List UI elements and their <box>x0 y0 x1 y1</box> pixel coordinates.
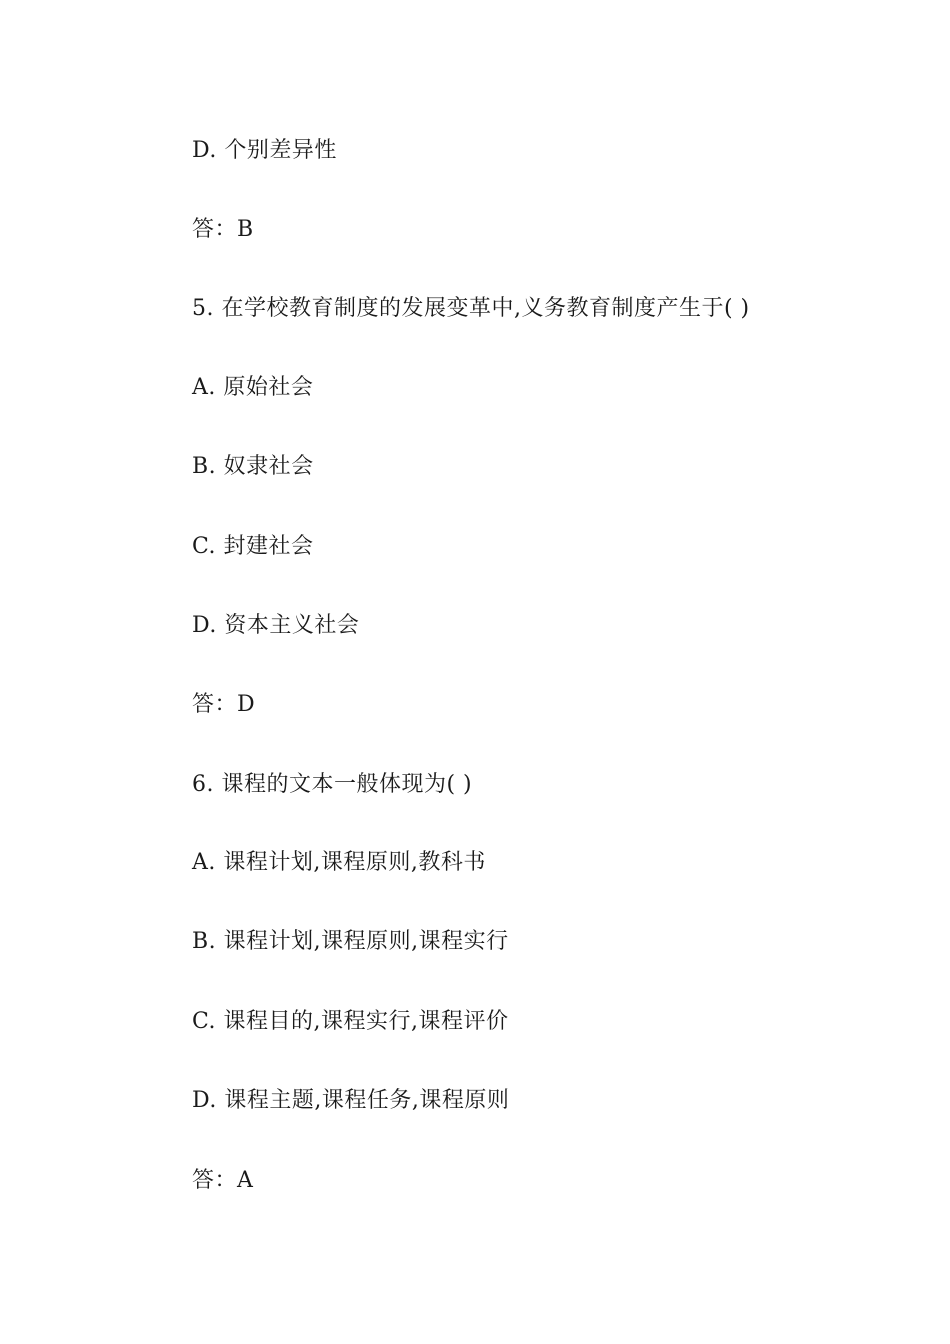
q6-option-c: C. 课程目的,课程实行,课程评价 <box>192 1009 509 1034</box>
q6-option-d: D. 课程主题,课程任务,课程原则 <box>192 1088 510 1113</box>
q6-answer: 答：A <box>192 1168 254 1193</box>
q4-option-d: D. 个别差异性 <box>192 138 337 163</box>
q6-option-a: A. 课程计划,课程原则,教科书 <box>192 850 486 875</box>
q6-option-b: B. 课程计划,课程原则,课程实行 <box>192 929 509 954</box>
q5-answer: 答：D <box>192 692 256 717</box>
q6-question: 6. 课程的文本一般体现为( ) <box>192 772 473 797</box>
q5-question: 5. 在学校教育制度的发展变革中,义务教育制度产生于( ) <box>192 296 750 321</box>
q5-option-c: C. 封建社会 <box>192 534 314 559</box>
q5-option-d: D. 资本主义社会 <box>192 613 360 638</box>
q5-option-b: B. 奴隶社会 <box>192 454 314 479</box>
q4-answer: 答：B <box>192 217 254 242</box>
q5-option-a: A. 原始社会 <box>192 375 314 400</box>
